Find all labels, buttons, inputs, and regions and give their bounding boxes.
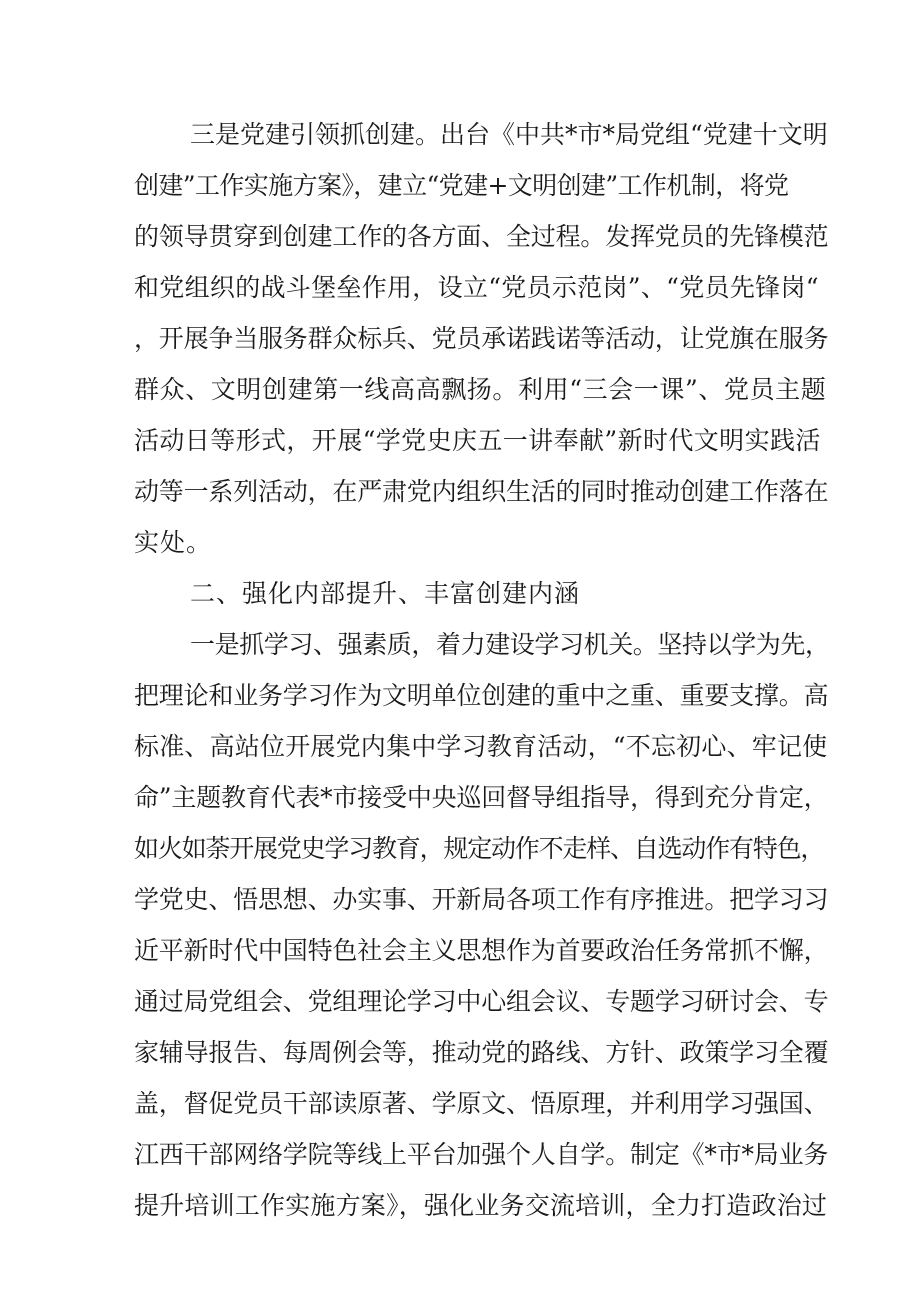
- text-line: [0, 1033, 920, 1073]
- line-text: 家辅导报告、每周例会等，推动党的路线、方针、政策学习全覆: [134, 1038, 829, 1067]
- line-text: 如火如荼开展党史学习教育，规定动作不走样、自选动作有特色，: [134, 834, 825, 863]
- text-line: [0, 268, 920, 308]
- text-line: [0, 829, 920, 869]
- line-text: 二、强化内部提升、丰富创建内涵: [190, 579, 581, 608]
- text-line: [0, 523, 920, 563]
- text-line: [0, 676, 920, 716]
- line-text: 学党史、悟思想、办实事、开新局各项工作有序推进。把学习习: [134, 885, 829, 914]
- text-line: [0, 1186, 920, 1226]
- line-text: 一是抓学习、强素质，着力建设学习机关。坚持以学为先，: [190, 630, 830, 659]
- line-text: 通过局党组会、党组理论学习中心组会议、专题学习研讨会、专: [134, 987, 829, 1016]
- text-line: [0, 1084, 920, 1124]
- text-line: [0, 217, 920, 257]
- line-text: ，开展争当服务群众标兵、党员承诺践诺等活动，让党旗在服务: [134, 324, 829, 353]
- text-line: [0, 115, 920, 155]
- line-text: 标准、高站位开展党内集中学习教育活动，“不忘初心、牢记使: [134, 732, 828, 761]
- line-text: 创建”工作实施方案》，建立“党建+文明创建”工作机制，将党: [134, 171, 789, 200]
- text-line: [0, 982, 920, 1022]
- text-line: [0, 727, 920, 767]
- text-line: [0, 421, 920, 461]
- line-text: 提升培训工作实施方案》，强化业务交流培训，全力打造政治过: [134, 1191, 828, 1220]
- text-line: [0, 472, 920, 512]
- section-heading: [0, 574, 920, 614]
- line-text: 把理论和业务学习作为文明单位创建的重中之重、重要支撑。高: [134, 681, 829, 710]
- text-line: [0, 778, 920, 818]
- line-text: 和党组织的战斗堡垒作用，设立“党员示范岗”、“党员先锋岗“: [134, 273, 819, 302]
- line-text: 的领导贯穿到创建工作的各方面、全过程。发挥党员的先锋模范: [134, 222, 829, 251]
- line-text: 群众、文明创建第一线高高飘扬。利用“三会一课”、党员主题: [134, 375, 827, 404]
- text-line: [0, 880, 920, 920]
- text-line: [0, 1135, 920, 1175]
- text-line: [0, 319, 920, 359]
- text-line: [0, 166, 920, 206]
- line-text: 命”主题教育代表*市接受中央巡回督导组指导，得到充分肯定，: [134, 783, 829, 812]
- line-text: 盖，督促党员干部读原著、学原文、悟原理，并利用学习强国、: [134, 1089, 829, 1118]
- line-text: 动等一系列活动，在严肃党内组织生活的同时推动创建工作落在: [134, 477, 829, 506]
- text-line: [0, 625, 920, 665]
- line-text: 活动日等形式，开展“学党史庆五一讲奉献”新时代文明实践活: [134, 426, 821, 455]
- text-line: [0, 931, 920, 971]
- line-text: 近平新时代中国特色社会主义思想作为首要政治任务常抓不懈，: [134, 936, 829, 965]
- text-line: [0, 370, 920, 410]
- line-text: 江西干部网络学院等线上平台加强个人自学。制定《*市*局业务: [134, 1140, 829, 1169]
- line-text: 实处。: [134, 528, 213, 557]
- line-text: 三是党建引领抓创建。出台《中共*市*局党组“党建十文明: [190, 120, 828, 149]
